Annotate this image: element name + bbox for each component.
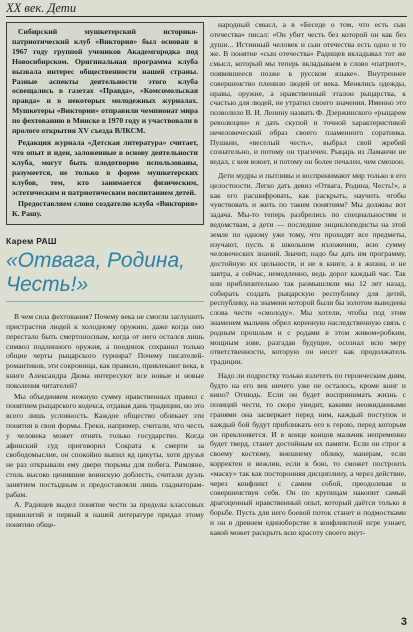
header-rule xyxy=(6,16,407,17)
body-paragraph: Дети мудры и пытливы и воспринимают мир только в его целостности. Легко дать девиз «Отвага, Родина, Честь!», а как его расшифровать, как раскрыть, научить чтобы чувствовать и жить по таким понятиям? Мы должны вот задача. Мы-то теперь разбрелись по специальностям и ведомствам, а дети — последние энциклопедисты на этой земле по одному уже тому, что проходят все предметы, изучают, пусть в школьном изложении, всю сумму человеческих знаний. Значит, надо бы дать им программу, достойную их цельности, и не в книге, а в жизни, и не завтра, а сейчас, немедленно, ведь дорог каждый час. Так или приблизительно так размышляли мы 12 лет назад, собирать создать рыцарскую республику для детей, республику, на знамени которой были бы золотом выведены слова чести «смолоду». Мы хотели, чтобы под этим знаменем мальчик обрел коренную наследственную связь с родным прошлым и с родами в этом живом«робким, мощным зове, разгадав будущее, осознал всю меру ответственности, которую он несет как продолжатель традиции. xyxy=(210,170,406,367)
title-rule xyxy=(6,301,204,302)
article-body-left xyxy=(6,312,204,530)
page-number: 3 xyxy=(400,616,407,628)
body-paragraph: Надо ли подростку только взлететь по героическим дням, будто на его век ничего уже не осталось, кроме книг и кино? Отнюдь. Если он будет воспринимать жизнь с позиций чести, то скоро увидит, какими неожиданными гранями она засверкает перед ним, каждый поступок и каждый бой будут приближать его к герою, перед которым он преклоняется. И в конце концов мальчик непременно будет тверд, станет достойным их памяти. Если он строг к своему костюму, внешнему облику, манерам, если корректен и вежлив, если в бою, то сможет построить «маску» так как посторонняя дисциплину, а через действие, через конфликт с самим собой, преодолевая и совершенствуя себя. Он по крупицам накопит самый драгоценный нравственный опыт, который даётся только в борьбе. Пусть для него боевой поток станет и подмостками и он в древнем единоборстве в конфликтной игре узнает, какой может раскрыть всю красоту своего внут- xyxy=(210,370,406,537)
article-title: «Отвага, Родина, Честь!» xyxy=(6,249,185,297)
body-paragraph: народный смысл, а в «Беседе о том, что есть сын отечества» писал: «Он убит честь без которой он как без души... Истинный человек и сын отечества есть одно и то же. В понятие «сын отечества» Радищев вкладывал тот же смысл, который мы теперь вкладываем в слово «патриот», появившееся позже в русском языке». Внутреннее совершенство пленило людей от века. Менялись одежды, нравы, оружие, а нравственный эталон рыцарства, к счастью для людей, не утратил своего значения. Именно это позволило В. И. Ленину назвать Ф. Дзержинского «рыцарем революции» и дать скупой и точной характеристикой нечеловеческий образ своего пламенного соратника. Пушкин, «веселый честь», выбрал свой жребий сознательно, и потому он трагичен. Рыцарь из Ламанчи не ведал, с кем воюет, и потому он более печален, чем смешон. xyxy=(210,20,406,167)
intro-paragraph: Предоставляем слово создателю клуба «Виктория» К. Рашу. xyxy=(12,199,198,219)
running-header xyxy=(0,0,413,18)
body-paragraph: А. Радищев выдел понятие чести за пределы классовых привилегий и первый в нашей литературе придал этому понятию обще- xyxy=(6,500,204,529)
intro-paragraph: Редакция журнала «Детская литература» считает, что опыт и идеи, заложенные в основу деятельности клуба, могут быть плодотворно использованы, разумеется, не только в форме мушкетерских клубов, тем, кто занимается физическим, эстетическим и патриотическим воспитанием детей. xyxy=(12,137,198,197)
section-title: XX век. Дети xyxy=(6,1,77,15)
article-author: Карем РАШ xyxy=(6,236,57,247)
intro-paragraph: Сибирский мушкетерский историко-патриотический клуб «Виктория» был основан в 1967 году группой учеников Академгородка под Новосибирском. Оригинальная программа клуба вызвала интерес общественности нашей страны. Разные аспекты деятельности этого клуба освещались в газетах «Правда», «Комсомольская правда» и в некоторых молодежных журналах. Мушкетеры «Виктории» отправили чемпионат мира по фехтованию в Минске в 1970 году и участвовали в прологе открытия XV съезда ВЛКСМ. xyxy=(12,27,198,136)
intro-box xyxy=(6,22,204,225)
article-body-right xyxy=(210,20,406,537)
right-column xyxy=(210,20,406,610)
left-column xyxy=(6,20,204,626)
body-paragraph: В чем сила фехтования? Почему века не смогли заглушить пристрастия людей к холодному оружию, даже когда оно перестало быть смертоносным, когда от него остался лишь символ подлинного оружия, а поединок сохранил только общие черты рыцарского турнира? Почему писателей-романтиков, эти сокровища, как правило, привлекают века, в книге Александра Дюма интересуют все новые и новые поколения читателей? xyxy=(6,312,204,390)
body-paragraph: Мы объединяем нежную сумму нравственных правил с понятием рыцарского кодекса, отдавая дань традиции, но это всего лишь условность. Каждое общество облекает эти понятия в свои формы. Греки, например, считали, что честь у человека может отнять только государство. Когда афинский суд приговорил Сократа к смерти за свободомыслие, он спокойно выпил яд цикуты, хотя друзья не раз открывали ему двери тюрьмы для побега. Римляне, столь высоко ценившие воинскую доблесть, считали дуэль занятием постыдным и предоставляли лишь гладиаторам-рабам. xyxy=(6,391,204,499)
